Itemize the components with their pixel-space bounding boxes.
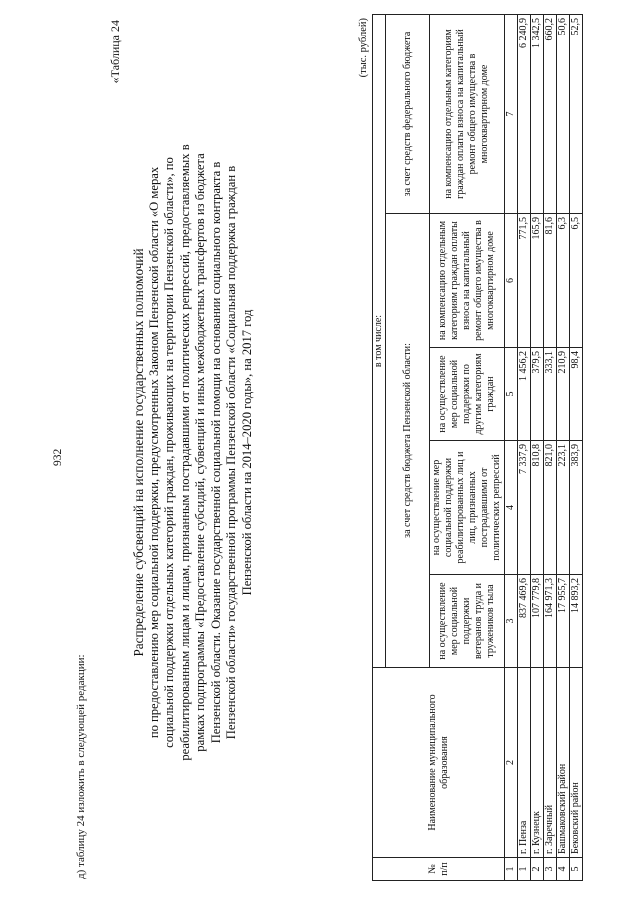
column-index: 5 bbox=[505, 348, 518, 441]
value-col-3: 107 779,8 bbox=[531, 575, 544, 668]
value-col-5: 210,9 bbox=[557, 348, 570, 441]
value-col-6: 6,3 bbox=[557, 214, 570, 348]
value-col-5: 379,5 bbox=[531, 348, 544, 441]
table-row bbox=[557, 14, 570, 880]
value-col-3: 837 469,6 bbox=[518, 575, 531, 668]
title-line: Пензенской области. Оказание государственной социальной помощи на основании социального контракта в bbox=[208, 161, 223, 744]
table-row bbox=[518, 14, 531, 880]
table-row bbox=[531, 14, 544, 880]
value-col-3: 14 893,2 bbox=[570, 575, 583, 668]
column-index: 7 bbox=[505, 14, 518, 213]
value-col-7: 660,2 bbox=[544, 14, 557, 213]
header-col-4: на осуществление мер социальной поддержки реабилитированных лиц и лиц, признанных пострадавшими от политических репрессий bbox=[430, 441, 505, 575]
header-number: № п/п bbox=[373, 858, 505, 881]
units-label: (тыс. рублей) bbox=[358, 18, 369, 78]
title-line: Пензенской области на 2014–2020 годы», на 2017 год bbox=[239, 309, 254, 596]
title-line: рамках подпрограммы «Предоставление субсидий, субвенций и иных межбюджетных трансфертов из бюджета bbox=[193, 153, 207, 752]
column-index: 6 bbox=[505, 214, 518, 348]
value-col-3: 164 971,3 bbox=[544, 575, 557, 668]
value-col-7: 1 342,5 bbox=[531, 14, 544, 213]
header-col-3: на осуществление мер социальной поддержки ветеранов труда и тружеников тыла bbox=[430, 575, 505, 668]
value-col-6: 81,6 bbox=[544, 214, 557, 348]
table-row bbox=[544, 14, 557, 880]
value-col-5: 1 456,2 bbox=[518, 348, 531, 441]
value-col-6: 165,9 bbox=[531, 214, 544, 348]
header-col-6: на компенсацию отдельным категориям граждан оплаты взноса на капитальный ремонт общего имущества в многоквартирном доме bbox=[430, 214, 505, 348]
municipality-name: г. Кузнецк bbox=[531, 668, 544, 858]
title-line: по предоставлению мер социальной поддержки, предусмотренных Законом Пензенской области «О мерах bbox=[146, 166, 161, 739]
row-number: 4 bbox=[557, 858, 570, 881]
value-col-4: 821,0 bbox=[544, 441, 557, 575]
title-line: реабилитированным лицам и лицам, признанным пострадавшими от политических репрессий, предоставляемых в bbox=[177, 144, 192, 761]
row-number: 1 bbox=[518, 858, 531, 881]
value-col-4: 7 337,9 bbox=[518, 441, 531, 575]
value-col-4: 223,1 bbox=[557, 441, 570, 575]
value-col-4: 383,9 bbox=[570, 441, 583, 575]
column-index: 1 bbox=[505, 858, 518, 881]
row-number: 3 bbox=[544, 858, 557, 881]
municipality-name: Бековский район bbox=[570, 668, 583, 858]
table-label: «Таблица 24 bbox=[108, 20, 122, 84]
municipality-name: г. Пенза bbox=[518, 668, 531, 858]
title-line: Распределение субсвенций на исполнение государственных полномочий bbox=[131, 248, 146, 657]
value-col-6: 771,5 bbox=[518, 214, 531, 348]
value-col-7: 52,5 bbox=[570, 14, 583, 213]
header-row bbox=[373, 14, 386, 880]
row-number: 2 bbox=[531, 858, 544, 881]
column-index: 4 bbox=[505, 441, 518, 575]
row-number: 5 bbox=[570, 858, 583, 881]
page-number: 932 bbox=[52, 448, 64, 466]
title-line: социальной поддержки отдельных категорий граждан, проживающих на территории Пензенской области», по bbox=[162, 157, 176, 748]
value-col-7: 6 240,9 bbox=[518, 14, 531, 213]
header-col-5: на осуществление мер социальной поддержки по другим категориям граждан bbox=[430, 348, 505, 441]
value-col-4: 810,8 bbox=[531, 441, 544, 575]
table-title bbox=[131, 30, 255, 875]
municipality-name: г. Заречный bbox=[544, 668, 557, 858]
subvention-table bbox=[372, 14, 583, 881]
header-col-7: на компенсацию отдельным категориям граждан оплаты взноса на капитальный ремонт общего имущества в многоквартирном доме bbox=[430, 14, 505, 213]
column-index-row bbox=[505, 14, 518, 880]
header-municipality: Наименование муниципального образования bbox=[373, 668, 505, 858]
column-index: 3 bbox=[505, 575, 518, 668]
value-col-7: 50,6 bbox=[557, 14, 570, 213]
value-col-5: 333,1 bbox=[544, 348, 557, 441]
municipality-name: Башмаковский район bbox=[557, 668, 570, 858]
table-row bbox=[570, 14, 583, 880]
value-col-5: 98,4 bbox=[570, 348, 583, 441]
value-col-6: 6,5 bbox=[570, 214, 583, 348]
intro-text: д) таблицу 24 изложить в следующей редакции: bbox=[75, 654, 87, 879]
title-line: Пензенской области» государственной программы Пензенской области «Социальная поддержка граждан в bbox=[224, 165, 238, 740]
header-federal-budget: за счет средств федерального бюджета bbox=[386, 14, 430, 213]
header-regional-budget: за счет средств бюджета Пензенской области: bbox=[386, 214, 430, 668]
column-index: 2 bbox=[505, 668, 518, 858]
value-col-3: 17 955,7 bbox=[557, 575, 570, 668]
header-in-that-number: в том числе: bbox=[373, 14, 386, 667]
